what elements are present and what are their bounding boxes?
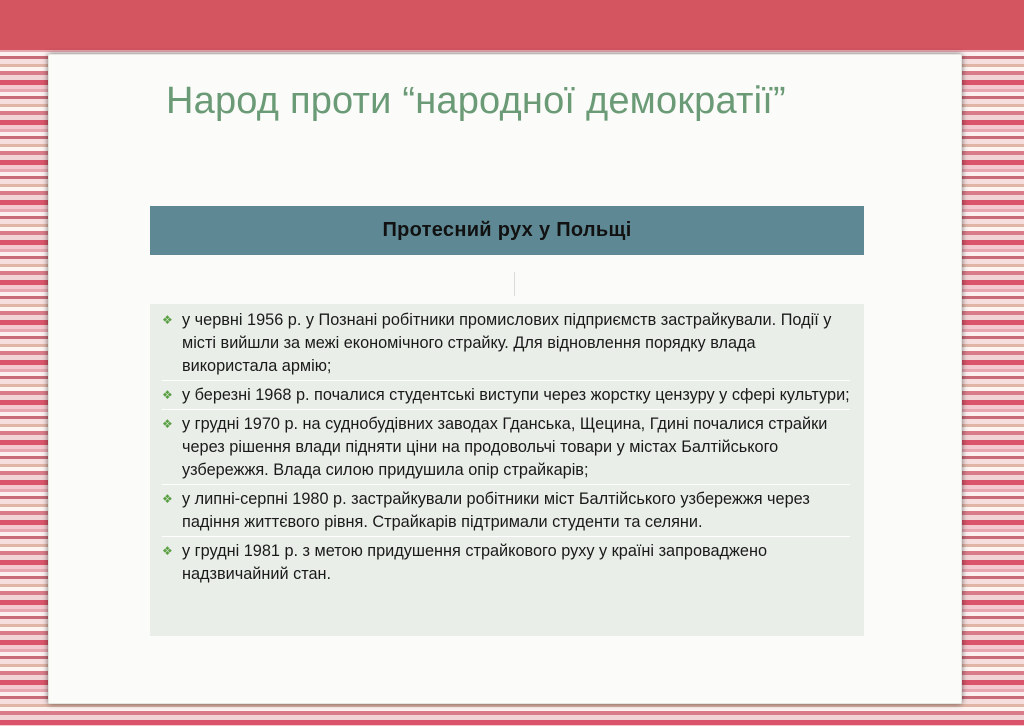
list-item xyxy=(162,309,850,381)
list-item-text: у грудні 1970 р. на суднобудівних заводах Гданська, Щецина, Гдині почалися страйки через рішення влади підняти ціни на продовольчі товари у містах Балтійського узбережжя. Влада силою придушила опір страйкарів; xyxy=(182,415,828,479)
list-item-text: у липні-серпні 1980 р. застрайкували робітники міст Балтійського узбережжя через падіння життєвого рівня. Страйкарів підтримали студенти та селяни. xyxy=(182,490,810,531)
diamond-bullet-icon: ❖ xyxy=(162,417,173,431)
slide-title: Народ проти “народної демократії” xyxy=(166,80,786,122)
list-item xyxy=(162,384,850,410)
diamond-bullet-icon: ❖ xyxy=(162,388,173,402)
diamond-bullet-icon: ❖ xyxy=(162,544,173,558)
table-header xyxy=(150,206,864,255)
list-item-text: у березні 1968 р. почалися студентські виступи через жорстку цензуру у сфері культури; xyxy=(182,386,850,404)
list-item xyxy=(162,413,850,485)
list-item xyxy=(162,540,850,588)
slide xyxy=(48,54,962,704)
diamond-bullet-icon: ❖ xyxy=(162,313,173,327)
background-top-band xyxy=(0,0,1024,50)
list-item-text: у грудні 1981 р. з метою придушення страйкового руху у країні запроваджено надзвичайний стан. xyxy=(182,542,768,583)
table-header-label: Протесний рух у Польщі xyxy=(382,219,632,241)
content-box xyxy=(150,304,864,636)
list-item-text: у червні 1956 р. у Познані робітники промислових підприємств застрайкували. Події у місті вийшли за межі економічного страйку. Для відновлення порядку влада використала армію; xyxy=(182,311,832,375)
list-item xyxy=(162,488,850,537)
diamond-bullet-icon: ❖ xyxy=(162,492,173,506)
divider-line xyxy=(514,272,515,296)
